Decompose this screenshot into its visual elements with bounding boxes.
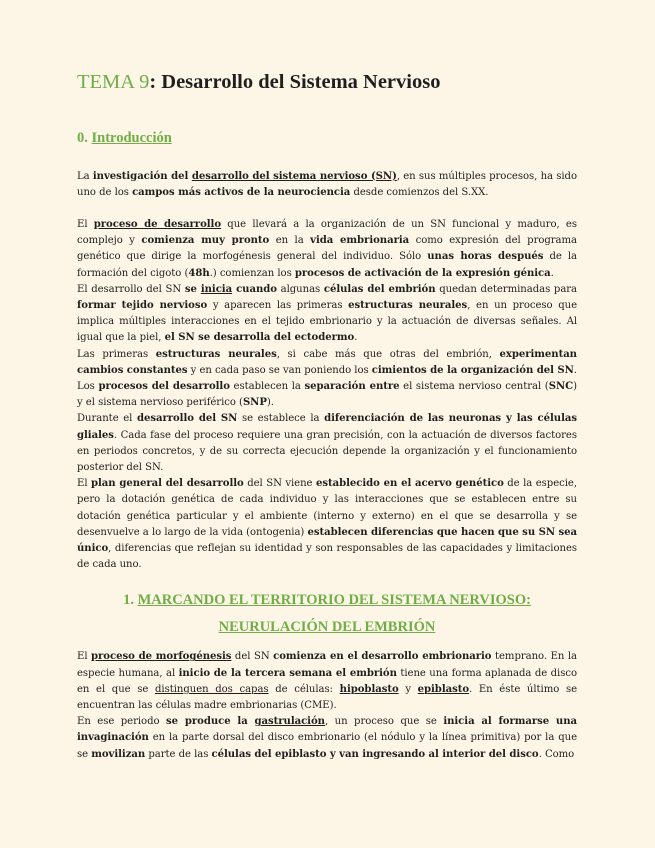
- text-run: El: [77, 478, 91, 490]
- text-run: unas horas después: [427, 251, 544, 263]
- section-title: Introducción: [91, 129, 172, 146]
- text-run: y: [398, 683, 418, 695]
- paragraph: [77, 282, 577, 347]
- text-run: 48h: [188, 267, 210, 279]
- text-run: campos más activos de la neurociencia: [132, 186, 351, 198]
- text-run: estructuras neurales: [348, 300, 468, 312]
- text-run: de células:: [268, 683, 340, 695]
- text-run: temprano. En la especie humana, al: [77, 651, 577, 679]
- section-number: 1.: [123, 592, 138, 609]
- paragraph: [77, 217, 577, 282]
- section-number: 0.: [77, 129, 92, 146]
- text-run: tiene una forma aplanada de disco en el que se: [77, 667, 577, 695]
- text-run: desarrollo del sistema nervioso (SN): [191, 170, 397, 182]
- text-run: Los: [77, 381, 99, 393]
- text-run: inicia al formarse una invaginación: [77, 716, 577, 744]
- text-run: . Como: [538, 748, 575, 760]
- text-run: el SN se desarrolla del ectodermo: [164, 332, 355, 344]
- text-run: establecen diferencias que hacen que su SN sea único: [77, 526, 577, 555]
- text-run: gastrulación: [254, 716, 325, 728]
- text-run: El: [77, 651, 92, 663]
- text-run: . En éste último se encuentran las células madre embrionarias (CME).: [77, 683, 577, 712]
- text-run: cuando: [232, 283, 277, 295]
- text-run: inicio de la tercera semana el embrión: [178, 667, 397, 679]
- text-run: Durante el: [77, 413, 137, 425]
- paragraph: [77, 649, 577, 714]
- text-run: se: [184, 283, 201, 295]
- text-run: hipoblasto: [339, 683, 399, 695]
- paragraph: [77, 476, 577, 573]
- text-run: que llevará a la organización de un SN funcional y maduro, es complejo y: [77, 219, 577, 247]
- text-run: .: [354, 332, 358, 344]
- text-run: células del epiblasto y van ingresando al interior del disco: [211, 748, 539, 760]
- paragraph: [77, 714, 577, 763]
- text-run: algunas: [276, 283, 324, 295]
- text-run: , en sus múltiples procesos, ha sido uno de los: [77, 170, 578, 198]
- text-run: comienza en el desarrollo embrionario: [273, 651, 492, 663]
- text-run: proceso de morfogénesis: [91, 651, 232, 663]
- text-run: quedan determinadas para: [435, 283, 578, 295]
- text-run: procesos del desarrollo: [98, 381, 230, 393]
- text-run: procesos de activación de la expresión génica: [294, 267, 551, 279]
- text-run: como expresión del programa genético que dirige la morfogénesis general del individuo. Sólo: [77, 235, 578, 263]
- text-run: formar tejido nervioso: [77, 300, 208, 312]
- text-run: establecen la: [229, 381, 305, 393]
- section-heading-introduccion: [77, 130, 577, 147]
- text-run: en la parte dorsal del disco embrionario (el nódulo y la línea primitiva) por la que se: [77, 732, 577, 760]
- text-run: el sistema nervioso central (: [399, 381, 549, 393]
- page-title: [77, 70, 577, 95]
- text-run: células del embrión: [323, 283, 436, 295]
- paragraph: [77, 379, 577, 411]
- text-run: comienza muy pronto: [141, 235, 270, 247]
- text-run: en la: [269, 235, 311, 247]
- text-run: inicia: [200, 283, 233, 295]
- section-title: MARCANDO EL TERRITORIO DEL SISTEMA NERVIOSO: NEURULACIÓN DEL EMBRIÓN: [137, 592, 531, 636]
- text-run: ).: [266, 397, 274, 409]
- text-run: , un proceso que se: [324, 716, 444, 728]
- text-run: .: [550, 267, 554, 279]
- text-run: se produce la: [166, 716, 255, 728]
- text-run: , diferencias que reflejan su identidad y son responsables de las capacidades y limitaciones de cada uno.: [77, 543, 577, 571]
- paragraph: [77, 411, 577, 476]
- text-run: cimientos de la organización del SN: [371, 364, 574, 376]
- text-run: SNP: [242, 397, 267, 409]
- text-run: establecido en el acervo genético: [315, 478, 504, 490]
- text-run: El desarrollo del SN: [77, 283, 185, 295]
- text-run: Las primeras: [77, 348, 156, 360]
- text-run: SNC: [548, 381, 574, 393]
- section-heading-neurulacion: [77, 587, 577, 641]
- text-run: distinguen dos capas: [154, 683, 269, 695]
- text-run: parte de las: [145, 748, 212, 760]
- text-run: vida embrionaria: [310, 235, 410, 247]
- text-run: ) y el sistema nervioso periférico (: [77, 381, 577, 409]
- text-run: y aparecen las primeras: [207, 300, 349, 312]
- text-run: se establece la: [237, 413, 325, 425]
- paragraph: [77, 347, 577, 379]
- text-run: investigación del: [92, 170, 192, 182]
- text-run: de la especie, pero la dotación genética de cada individuo y las interacciones que se establecen entre su dotación genética particular y el ambiente (interno y externo) en el que se desarrolla y se desenvuelve a lo largo de la vida (ontogenia): [77, 478, 577, 538]
- text-run: epiblasto: [417, 683, 470, 695]
- text-run: separación entre: [304, 381, 400, 393]
- text-run: El: [77, 219, 94, 230]
- text-run: estructuras neurales: [155, 348, 277, 360]
- text-run: del SN viene: [243, 478, 316, 490]
- text-run: , si cabe más que otras del embrión,: [276, 348, 500, 360]
- text-run: La: [77, 170, 93, 182]
- text-run: . Cada fase del proceso requiere una gran precisión, con la actuación de diversos factores en periodos concretos, y de su correcta ejecución depende la organización y el funcionamiento posterior del SN.: [77, 429, 577, 474]
- text-run: desarrollo del SN: [136, 413, 238, 425]
- text-run: .: [573, 364, 577, 376]
- text-run: proceso de desarrollo: [93, 219, 222, 230]
- title-number: TEMA 9: [77, 71, 150, 93]
- text-run: plan general del desarrollo: [91, 478, 244, 490]
- text-run: y en cada paso se van poniendo los: [187, 364, 372, 376]
- text-run: diferenciación de las neuronas y las células gliales: [77, 413, 577, 441]
- text-run: movilizan: [91, 748, 146, 760]
- text-run: desde comienzos del S.XX.: [350, 186, 489, 198]
- title-text: : Desarrollo del Sistema Nervioso: [149, 71, 441, 93]
- text-run: , en un proceso que implica múltiples interacciones en el tejido embrionario y la actuación de diversas señales. Al igual que la piel,: [77, 300, 577, 344]
- paragraph: [77, 169, 577, 201]
- text-run: .) comienzan los: [209, 267, 295, 279]
- text-run: del SN: [231, 651, 274, 663]
- text-run: de la formación del cigoto (: [77, 251, 577, 279]
- text-run: En ese periodo: [77, 716, 167, 728]
- text-run: experimentan cambios constantes: [77, 348, 577, 376]
